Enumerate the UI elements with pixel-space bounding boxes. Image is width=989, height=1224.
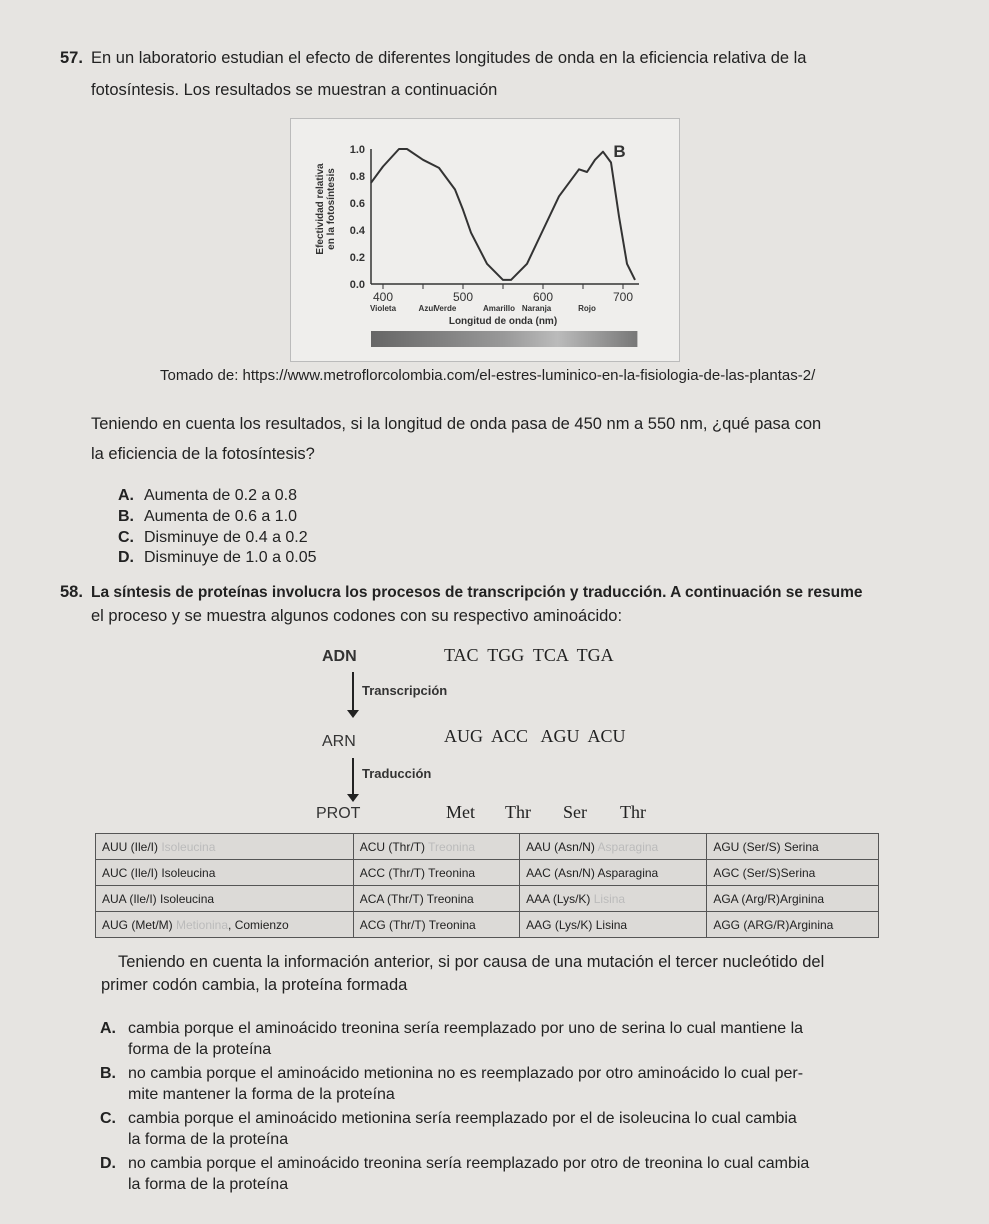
- q57-question-2: la eficiencia de la fotosíntesis?: [91, 445, 315, 463]
- table-cell: [96, 912, 354, 938]
- y-axis-label: Efectividad relativa: [315, 163, 326, 255]
- table-row: [96, 860, 879, 886]
- cell-text: Asparagina: [597, 839, 659, 854]
- cell-text: ACC (Thr/T) Treonina: [359, 865, 476, 880]
- q58-option-c[interactable]: C. cambia porque el aminoácido metionina sería reemplazado por el de isoleucina lo cual cambia la forma de la proteína: [100, 1110, 797, 1148]
- cell-text: Treonina: [428, 839, 476, 854]
- y-tick-label: 0.2: [349, 252, 365, 264]
- x-tick-label: 400: [372, 290, 394, 304]
- color-label: Amarillo: [482, 304, 516, 313]
- spectrum-bar: [371, 331, 637, 347]
- prot-label: PROT: [316, 805, 361, 822]
- effectiveness-curve: [371, 149, 635, 280]
- table-cell: [353, 912, 519, 938]
- prot-aa-4: Thr: [620, 802, 646, 822]
- q57-question-1: Teniendo en cuenta los resultados, si la longitud de onda pasa de 450 nm a 550 nm, ¿qué pasa con: [91, 415, 822, 433]
- codon-table: [95, 833, 879, 938]
- cell-text: AGG (ARG/R)Arginina: [713, 917, 834, 932]
- y-axis-label: en la fotosíntesis: [326, 168, 337, 250]
- color-label: Naranja: [521, 304, 552, 313]
- q58-text-2: el proceso y se muestra algunos codones con su respectivo aminoácido:: [91, 607, 623, 625]
- cell-text: ACU (Thr/T): [359, 839, 429, 854]
- arn-label: ARN: [322, 733, 356, 750]
- y-tick-label: 1.0: [349, 144, 365, 156]
- q58-question-2: primer codón cambia, la proteína formada: [101, 976, 408, 994]
- cell-text: AUG (Met/M): [102, 917, 176, 932]
- cell-text: AGA (Arg/R)Arginina: [713, 891, 825, 906]
- q57-text-2: fotosíntesis. Los resultados se muestran a continuación: [91, 81, 498, 99]
- table-cell: [520, 860, 707, 886]
- x-axis-label: Longitud de onda (nm): [448, 316, 558, 327]
- q57-option-d[interactable]: D. Disminuye de 1.0 a 0.05: [118, 549, 317, 566]
- table-row: [96, 834, 879, 860]
- x-tick-label: 600: [532, 290, 554, 304]
- x-tick-label: 700: [612, 290, 634, 304]
- cell-text: ACA (Thr/T) Treonina: [359, 891, 474, 906]
- table-cell: [353, 886, 519, 912]
- table-cell: [707, 886, 879, 912]
- y-tick-label: 0.4: [349, 225, 365, 237]
- color-label: Violeta: [369, 304, 397, 313]
- q57-text-1: En un laboratorio estudian el efecto de diferentes longitudes de onda en la eficiencia relativa de la: [91, 49, 807, 67]
- cell-text: AUC (Ile/I) Isoleucina: [102, 865, 216, 880]
- arn-sequence: AUG ACC AGU ACU: [444, 726, 626, 746]
- q58-option-d[interactable]: D. no cambia porque el aminoácido treonina sería reemplazado por otro de treonina lo cual cambia la forma de la proteína: [100, 1155, 810, 1193]
- cell-text: , Comienzo: [228, 917, 289, 932]
- arrow-head-icon: [347, 710, 359, 718]
- prot-aa-1: Met: [446, 802, 475, 822]
- table-cell: [707, 860, 879, 886]
- q58-text-1: La síntesis de proteínas involucra los procesos de transcripción y traducción. A continuación se resume: [91, 584, 863, 601]
- color-label: Azul: [418, 304, 436, 313]
- transcription-arrow-icon: [352, 672, 354, 712]
- color-label: Rojo: [578, 304, 596, 313]
- q57-option-a[interactable]: A. Aumenta de 0.2 a 0.8: [118, 487, 297, 504]
- translation-arrow-icon: [352, 758, 354, 796]
- q57-number: 57.: [60, 49, 83, 67]
- cell-text: AAA (Lys/K): [526, 891, 594, 906]
- cell-text: AAC (Asn/N) Asparagina: [526, 865, 659, 880]
- table-cell: [353, 834, 519, 860]
- table-cell: [520, 834, 707, 860]
- y-tick-label: 0.0: [349, 279, 365, 291]
- translation-label: Traducción: [362, 766, 432, 781]
- y-tick-label: 0.6: [349, 198, 365, 210]
- y-tick-label: 0.8: [349, 171, 365, 183]
- table-cell: [96, 834, 354, 860]
- table-cell: [96, 886, 354, 912]
- table-cell: [520, 912, 707, 938]
- chart-svg: [291, 119, 679, 361]
- chart-figure: [290, 118, 680, 362]
- q58-question-1: Teniendo en cuenta la información anterior, si por causa de una mutación el tercer nucleótido del: [118, 953, 825, 971]
- table-cell: [707, 834, 879, 860]
- transcription-label: Transcripción: [362, 683, 448, 698]
- cell-text: AAG (Lys/K) Lisina: [526, 917, 628, 932]
- cell-text: AGC (Ser/S)Serina: [713, 865, 816, 880]
- table-cell: [96, 860, 354, 886]
- arrow-head-icon: [347, 794, 359, 802]
- table-row: [96, 886, 879, 912]
- q58-option-a[interactable]: A. cambia porque el aminoácido treonina sería reemplazado por uno de serina lo cual mantiene la forma de la proteína: [100, 1020, 804, 1058]
- table-cell: [520, 886, 707, 912]
- cell-text: AGU (Ser/S) Serina: [713, 839, 819, 854]
- chart-source: Tomado de: https://www.metroflorcolombia.com/el-estres-luminico-en-la-fisiologia-de-las-plantas-2/: [160, 367, 816, 384]
- adn-sequence: TAC TGG TCA TGA: [444, 645, 614, 665]
- cell-text: AUA (Ile/I) Isoleucina: [102, 891, 215, 906]
- cell-text: Lisina: [593, 891, 626, 906]
- table-cell: [707, 912, 879, 938]
- prot-aa-2: Thr: [505, 802, 531, 822]
- q57-option-c[interactable]: C. Disminuye de 0.4 a 0.2: [118, 529, 308, 546]
- x-tick-label: 500: [452, 290, 474, 304]
- q57-option-b[interactable]: B. Aumenta de 0.6 a 1.0: [118, 508, 297, 525]
- table-row: [96, 912, 879, 938]
- cell-text: Isoleucina: [161, 839, 216, 854]
- panel-label: B: [613, 142, 626, 161]
- table-cell: [353, 860, 519, 886]
- cell-text: ACG (Thr/T) Treonina: [359, 917, 476, 932]
- color-label: Verde: [434, 304, 457, 313]
- prot-aa-3: Ser: [563, 802, 587, 822]
- cell-text: Metionina: [176, 917, 229, 932]
- cell-text: AAU (Asn/N): [526, 839, 598, 854]
- q58-number: 58.: [60, 583, 83, 601]
- adn-label: ADN: [322, 648, 357, 665]
- q58-option-b[interactable]: B. no cambia porque el aminoácido metionina no es reemplazado por otro aminoácido lo cual per- mite mantener la forma de la proteína: [100, 1065, 804, 1103]
- cell-text: AUU (Ile/I): [102, 839, 162, 854]
